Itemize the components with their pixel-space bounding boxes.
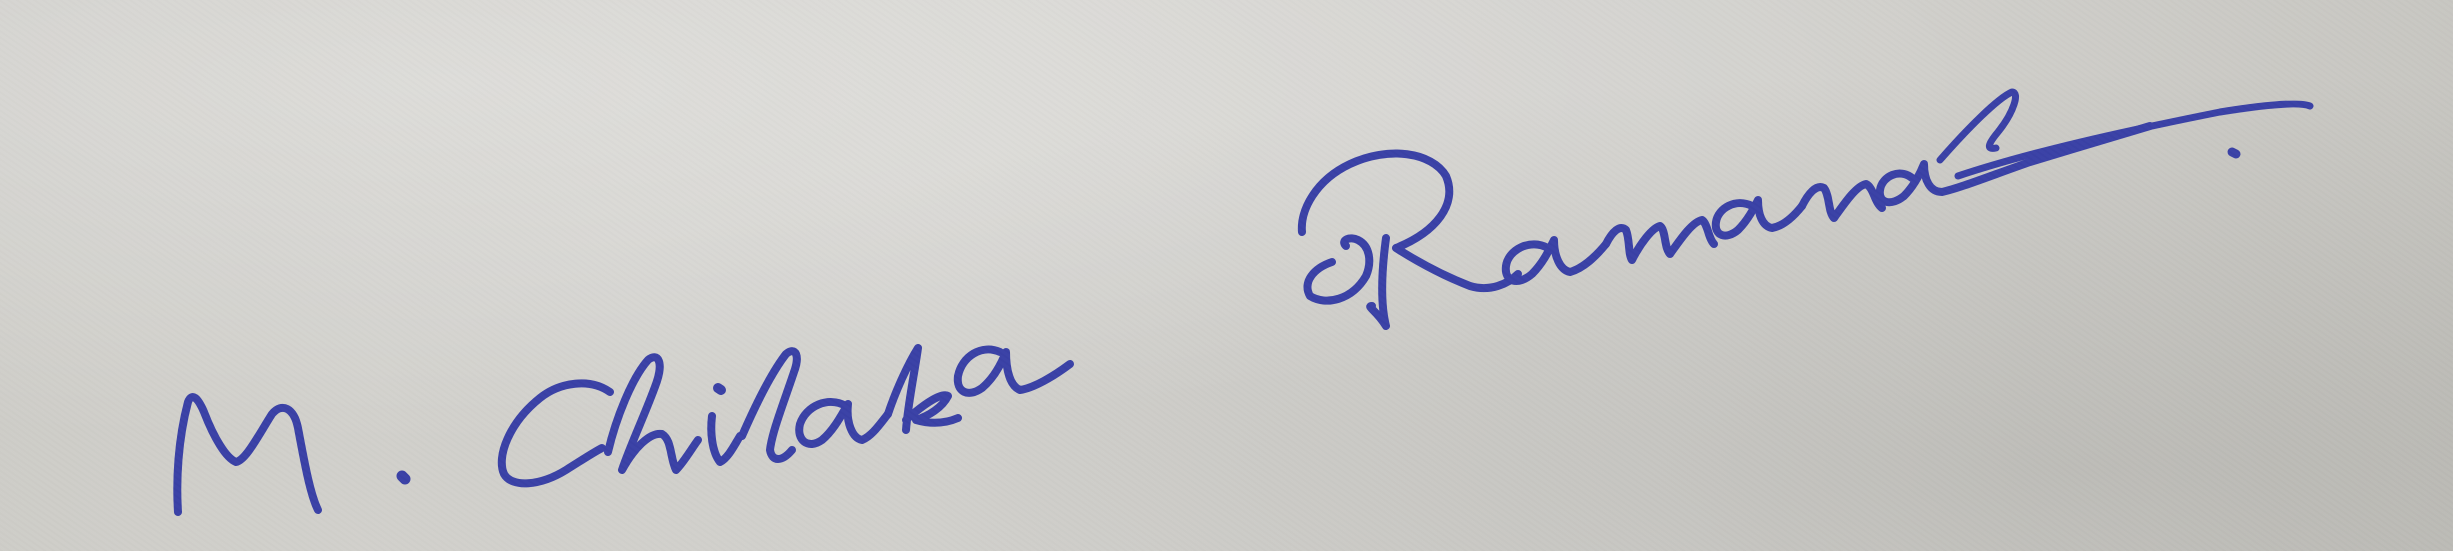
stroke-letter-a5-top [1940, 92, 2016, 160]
stroke-letter-a2 [958, 349, 1070, 392]
stroke-letter-m2 [1606, 220, 1714, 260]
stroke-letter-r [1307, 238, 1386, 326]
stroke-period-1 [402, 476, 405, 479]
stroke-letter-c [502, 383, 610, 483]
stroke-letter-k [888, 348, 958, 430]
stroke-letter-r-loop [1302, 154, 1518, 289]
signature-ink [177, 92, 2310, 512]
stroke-letter-a4 [1716, 200, 1802, 236]
stroke-letter-a [799, 402, 888, 444]
stroke-letter-m [177, 397, 318, 512]
stroke-dot-i [718, 388, 721, 390]
stroke-letter-l [742, 351, 797, 459]
stroke-letter-i [711, 416, 740, 462]
stroke-letter-n [1802, 184, 1882, 218]
stroke-letter-h [608, 357, 698, 470]
stroke-period-2 [2232, 152, 2236, 154]
